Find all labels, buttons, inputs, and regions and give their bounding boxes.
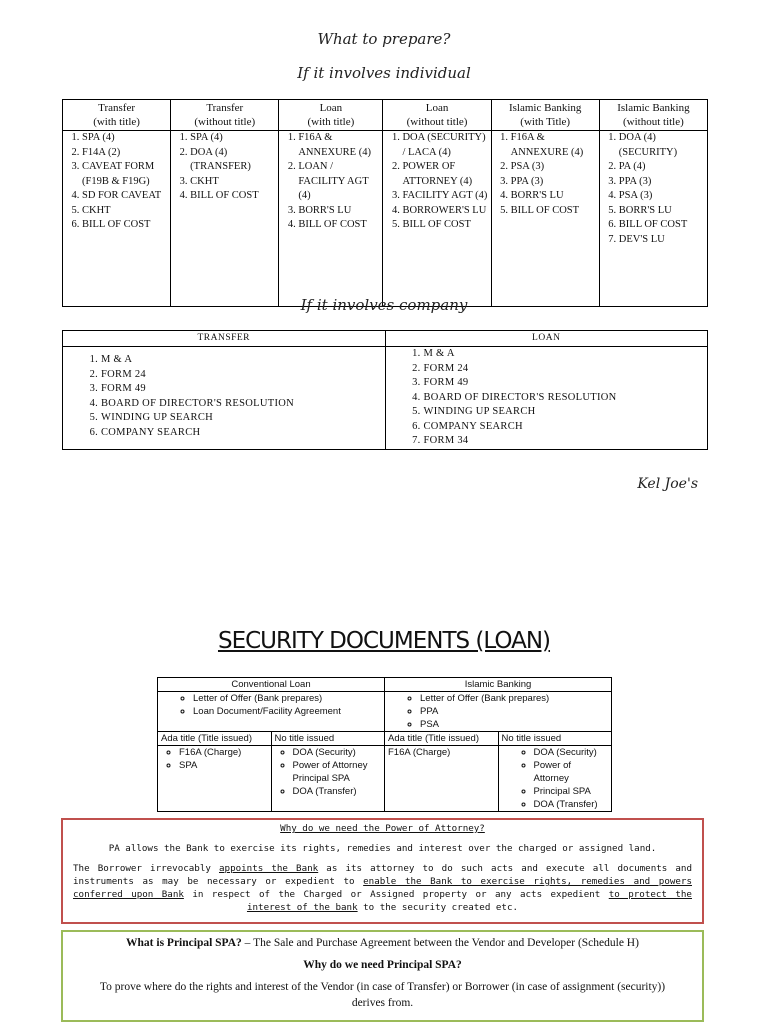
list-item: 6. COMPANY SEARCH	[424, 420, 706, 435]
list-item: 5. BILL OF COST	[511, 204, 597, 219]
security-subheader-row	[158, 732, 612, 746]
list-item: 2. FORM 24	[101, 368, 383, 383]
list-item: 4. BOARD OF DIRECTOR'S RESOLUTION	[424, 391, 706, 406]
list-item: 3. FACILITY AGT (4)	[402, 189, 488, 204]
security-documents-table	[157, 677, 612, 812]
security-detail-row	[158, 746, 612, 812]
list-item: 2. F14A (2)	[82, 146, 168, 161]
poa-question: Why do we need the Power of Attorney?	[280, 823, 485, 834]
list-item: ◦ F16A (Charge)	[179, 746, 268, 759]
list-item: 2. LOAN / FACILITY AGT (4)	[298, 160, 380, 204]
list-item: 6. BILL OF COST	[82, 218, 168, 233]
list-item: 5. WINDING UP SEARCH	[424, 405, 706, 420]
conv-ada-title-cell	[158, 746, 272, 812]
security-documents-title: SECURITY DOCUMENTS (LOAN)	[217, 628, 551, 654]
list-item: 1. DOA (4) (SECURITY)	[619, 131, 705, 160]
security-header-row	[158, 678, 612, 692]
list-item: 2. PSA (3)	[511, 160, 597, 175]
list-item: 1. SPA (4)	[82, 131, 168, 146]
list-item: 4. SD FOR CAVEAT	[82, 189, 168, 204]
company-documents-table	[62, 330, 708, 450]
isl-ada-title-cell: F16A (Charge)	[385, 746, 499, 812]
list-item: 4. BILL OF COST	[298, 218, 380, 233]
loan-with-title-cell	[279, 131, 383, 307]
list-item: ◦ PSA	[420, 718, 608, 731]
company-items-row	[63, 347, 708, 450]
list-item: ◦ DOA (Transfer)	[534, 798, 609, 811]
list-item: 2. PA (4)	[619, 160, 705, 175]
list-item: 4. BORR'S LU	[511, 189, 597, 204]
list-item: 5. CKHT	[82, 204, 168, 219]
sub-header: Ada title (Title issued)	[158, 732, 272, 746]
col-header: Loan (with title)	[279, 100, 383, 131]
transfer-with-title-cell	[63, 131, 171, 307]
loan-header: LOAN	[385, 331, 708, 347]
list-item: 1. DOA (SECURITY) / LACA (4)	[402, 131, 488, 160]
individual-items-row	[63, 131, 708, 307]
individual-heading: If it involves individual	[297, 64, 471, 82]
col-header: Transfer (with title)	[63, 100, 171, 131]
power-of-attorney-box	[61, 818, 704, 924]
list-item: ◦ Principal SPA	[534, 785, 609, 798]
list-item: ◦ Power of Attorney	[534, 759, 609, 785]
list-item: 7. FORM 34	[424, 434, 706, 449]
list-item: 5. WINDING UP SEARCH	[101, 411, 383, 426]
list-item: 3. FORM 49	[424, 376, 706, 391]
list-item: 1. F16A & ANNEXURE (4)	[298, 131, 380, 160]
list-item: 4. BOARD OF DIRECTOR'S RESOLUTION	[101, 397, 383, 412]
list-item: 2. FORM 24	[424, 362, 706, 377]
individual-documents-table	[62, 99, 708, 307]
islamic-without-title-cell	[599, 131, 707, 307]
list-item: ◦ Power of Attorney	[293, 759, 382, 772]
what-to-prepare-heading: What to prepare?	[317, 30, 451, 48]
list-item: 5. BORR'S LU	[619, 204, 705, 219]
list-item: 5. BILL OF COST	[402, 218, 488, 233]
loan-without-title-cell	[383, 131, 491, 307]
col-header: Islamic Banking (without title)	[599, 100, 707, 131]
col-header: Transfer (without title)	[171, 100, 279, 131]
list-item: 1. M & A	[424, 347, 706, 362]
list-item: ◦ DOA (Transfer)	[293, 785, 382, 798]
list-item: 3. PPA (3)	[511, 175, 597, 190]
author-signature: Kel Joe's	[637, 476, 698, 492]
list-item: 3. PPA (3)	[619, 175, 705, 190]
poa-paragraph: PA allows the Bank to exercise its rights, remedies and interest over the charged or assigned land.	[108, 843, 657, 854]
col-header: Loan (without title)	[383, 100, 491, 131]
list-item: 1. M & A	[101, 353, 383, 368]
list-item: 2. POWER OF ATTORNEY (4)	[402, 160, 488, 189]
list-item: 3. CAVEAT FORM (F19B & F19G)	[82, 160, 168, 189]
company-loan-cell	[385, 347, 708, 450]
transfer-header: TRANSFER	[63, 331, 386, 347]
sub-header: No title issued	[271, 732, 385, 746]
principal-spa-answer: To prove where do the rights and interest of the Vendor (in case of Transfer) or Borrower (in case of assignment (security)) derives from.	[99, 981, 666, 1009]
list-item: ◦ DOA (Security)	[293, 746, 382, 759]
principal-spa-box	[61, 930, 704, 1022]
list-item: ◦ SPA	[179, 759, 268, 772]
sub-header: No title issued	[498, 732, 612, 746]
list-item: 6. COMPANY SEARCH	[101, 426, 383, 441]
list-item: 6. BILL OF COST	[619, 218, 705, 233]
list-item: ◦ Letter of Offer (Bank prepares)	[193, 692, 381, 705]
poa-explanation: The Borrower irrevocably appoints the Bank as its attorney to do such acts and execute all documents and instruments as may be necessary or expedient to enable the Bank to exercise rights, remedies and powers conferred upon Bank in respect of the Charged or Assigned property or any acts expedient to protect the interest of the bank to the security created etc.	[73, 863, 692, 913]
list-item: 4. BORROWER'S LU	[402, 204, 488, 219]
individual-header-row	[63, 100, 708, 131]
list-item: ◦ DOA (Security)	[534, 746, 609, 759]
list-item: 7. DEV'S LU	[619, 233, 705, 248]
islamic-with-title-cell	[491, 131, 599, 307]
conventional-loan-header: Conventional Loan	[158, 678, 385, 692]
company-transfer-cell	[63, 347, 386, 450]
list-item: 3. BORR'S LU	[298, 204, 380, 219]
list-item: ◦ Letter of Offer (Bank prepares)	[420, 692, 608, 705]
conventional-general-cell	[158, 692, 385, 732]
transfer-without-title-cell	[171, 131, 279, 307]
list-item: ◦ Loan Document/Facility Agreement	[193, 705, 381, 718]
security-general-row	[158, 692, 612, 732]
list-item: 4. BILL OF COST	[190, 189, 276, 204]
list-item: 1. SPA (4)	[190, 131, 276, 146]
islamic-general-cell	[385, 692, 612, 732]
conv-no-title-cell	[271, 746, 385, 812]
isl-no-title-cell	[498, 746, 612, 812]
list-item: ◦ PPA	[420, 705, 608, 718]
principal-spa-question: Why do we need Principal SPA?	[303, 959, 462, 971]
list-item: 2. DOA (4) (TRANSFER)	[190, 146, 276, 175]
company-heading: If it involves company	[300, 296, 468, 314]
company-header-row	[63, 331, 708, 347]
list-item: 1. F16A & ANNEXURE (4)	[511, 131, 597, 160]
list-item: 4. PSA (3)	[619, 189, 705, 204]
col-header: Islamic Banking (with Title)	[491, 100, 599, 131]
sub-header: Ada title (Title issued)	[385, 732, 499, 746]
list-item: Principal SPA	[292, 773, 350, 784]
principal-spa-definition: What is Principal SPA? – The Sale and Purchase Agreement between the Vendor and Developer (Schedule H)	[126, 937, 639, 949]
islamic-banking-header: Islamic Banking	[385, 678, 612, 692]
list-item: 3. FORM 49	[101, 382, 383, 397]
list-item: 3. CKHT	[190, 175, 276, 190]
